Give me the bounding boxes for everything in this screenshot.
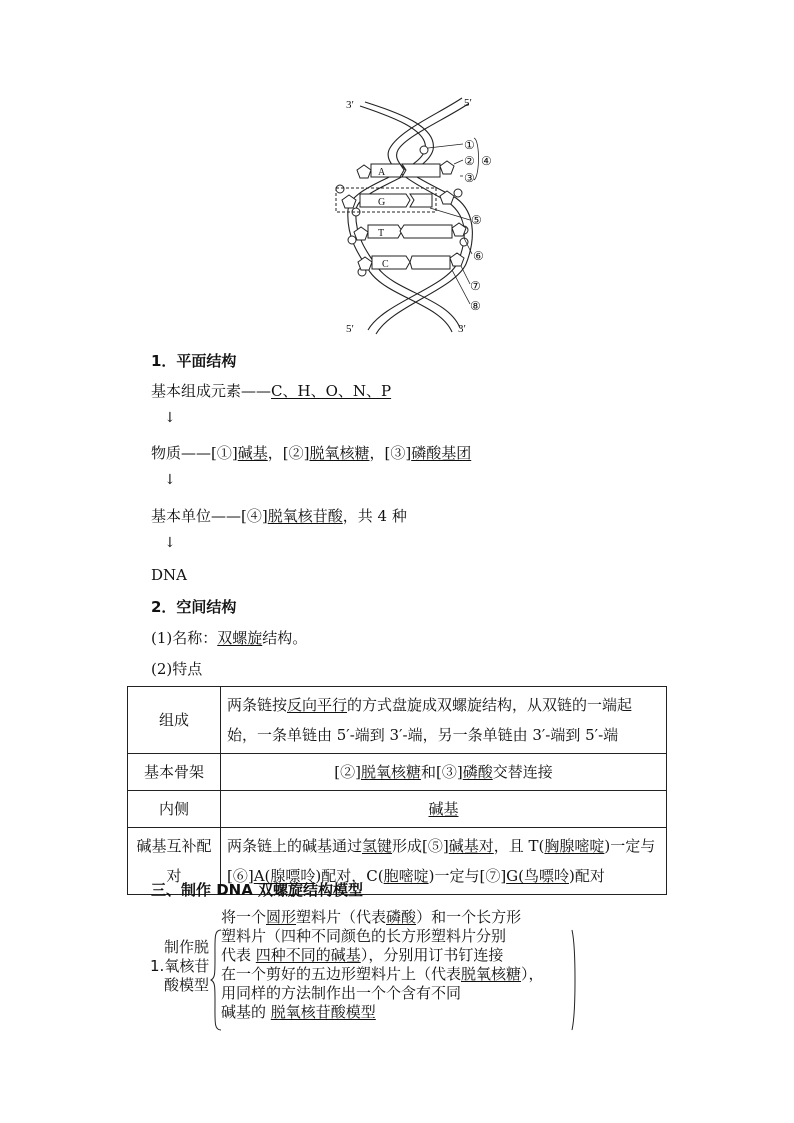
model-answer: 脱氧核糖: [461, 965, 522, 983]
model-step-line4: [221, 963, 544, 984]
elements-value: C、H、O、N、P: [271, 382, 392, 400]
name-prefix: (1)名称：: [151, 629, 218, 647]
cell-answer: 反向平行: [287, 696, 348, 714]
model-step-line6: [221, 1001, 376, 1022]
model-answer: 圆形: [266, 908, 297, 926]
unit-label: 基本单位——[④]: [151, 507, 268, 525]
model-step-line1: [221, 906, 521, 927]
marker-1: ①: [464, 138, 475, 152]
cell-text: )配对，C(: [315, 867, 384, 885]
deoxyribose-pentagon: [358, 257, 372, 270]
cell-answer: A(腺嘌呤: [253, 867, 316, 885]
table-row: [128, 687, 667, 754]
cell-answer: 胞嘧啶: [383, 867, 429, 885]
cell-answer: 氢键: [362, 837, 393, 855]
cell-text: 形成[⑤]: [392, 837, 449, 855]
deoxyribose-pentagon: [342, 195, 356, 208]
model-text: 代表: [221, 946, 252, 964]
model-step-line3: [221, 944, 503, 965]
base-g-partner: [410, 194, 432, 207]
section1-heading: 1．平面结构: [151, 352, 237, 370]
model-step-line2: 塑料片（四种不同颜色的长方形塑料片分别: [221, 927, 507, 945]
cell-text: 的方式盘旋成双螺旋结构，从双链的一端起始，一条单链由 5′-端到 3′-端，另一条单链由 3′-端到 5′-端: [227, 696, 633, 744]
backbone-cell: [221, 754, 667, 791]
strand-end-top-left: 3′: [346, 99, 354, 111]
down-arrow-icon: ↓: [164, 535, 176, 551]
marker-5: ⑤: [471, 213, 482, 227]
unit-value: 脱氧核苷酸: [267, 507, 343, 525]
model-step-line5: 用同样的方法制作出一个个含有不同: [221, 984, 462, 1002]
name-line: [151, 627, 307, 648]
table-row: [128, 754, 667, 791]
substance-label: 物质——[①]: [151, 444, 238, 462]
model-answer: 四种不同的碱基: [255, 946, 361, 964]
unit-suffix: ，共 4 种: [342, 507, 407, 525]
substance-sep2: ，[③]: [369, 444, 412, 462]
cell-text: [②]: [334, 763, 361, 781]
model-text: ），: [521, 965, 544, 983]
deoxyribose-pentagon: [440, 161, 454, 174]
cell-text: )配对: [569, 867, 605, 885]
section3-heading: 三、制作 DNA 双螺旋结构模型: [151, 881, 364, 899]
right-bracket: [570, 928, 580, 1032]
name-suffix: 结构。: [262, 629, 308, 647]
base-c-block: [372, 256, 410, 269]
cell-answer: G(鸟嘌呤: [506, 867, 570, 885]
backbone-strand-left-inner: [356, 102, 460, 328]
cell-answer: 碱基对: [448, 837, 494, 855]
base-a-block: [371, 164, 404, 177]
deoxyribose-pentagon: [450, 253, 464, 266]
model-text: ）和一个长方形: [416, 908, 522, 926]
cell-answer: 脱氧核糖: [360, 763, 421, 781]
model-title-line3: 酸模型: [164, 976, 210, 994]
name-value: 双螺旋: [217, 629, 263, 647]
cell-text: 两条链按: [227, 696, 288, 714]
phosphate-term: 磷酸基团: [411, 444, 472, 462]
row-header-backbone: 基本骨架: [128, 754, 221, 791]
substance-line: [151, 442, 471, 463]
model-answer: 脱氧核苷酸模型: [270, 1003, 376, 1021]
section2-heading: 2．空间结构: [151, 598, 237, 616]
marker-7: ⑦: [470, 279, 481, 293]
model-title-text: 氧核苷: [164, 957, 210, 975]
phosphate-circle: [348, 236, 356, 244]
deoxyribose-pentagon: [354, 227, 368, 240]
marker-8: ⑧: [470, 299, 481, 313]
dna-label: DNA: [151, 566, 187, 584]
model-title-line2: [150, 955, 209, 976]
sugar-term: 脱氧核糖: [309, 444, 370, 462]
base-label-a: A: [378, 167, 386, 178]
deoxyribose-pentagon: [440, 191, 454, 204]
backbone-strand-right-inner: [376, 104, 472, 334]
model-answer: 磷酸: [386, 908, 417, 926]
strand-end-bottom-right: 3′: [458, 323, 466, 335]
unit-line: [151, 505, 407, 526]
inner-cell: [221, 791, 667, 828]
backbone-strand-left: [348, 106, 452, 332]
marker-3: ③: [464, 171, 475, 185]
base-t-block: [368, 225, 402, 238]
model-text: ），分别用订书钉连接: [360, 946, 504, 964]
marker-2: ②: [464, 154, 475, 168]
model-text: 塑料片（代表: [296, 908, 387, 926]
feature-label: (2)特点: [151, 660, 203, 678]
composition-cell: [221, 687, 667, 754]
base-label-g: G: [378, 197, 386, 208]
base-c-partner: [410, 256, 450, 269]
row-header-pairing: 碱基互补配对: [128, 828, 221, 895]
marker-6: ⑥: [473, 249, 484, 263]
deoxyribose-pentagon: [357, 165, 371, 178]
model-text: 在一个剪好的五边形塑料片上（代表: [221, 965, 462, 983]
base-a-partner: [402, 164, 440, 177]
base-label-c: C: [382, 259, 389, 270]
phosphate-circle: [460, 238, 468, 246]
row-header-inner: 内侧: [128, 791, 221, 828]
phosphate-circle: [454, 189, 462, 197]
cell-text: 两条链上的碱基通过: [227, 837, 363, 855]
cell-text: )一定与[⑦]: [428, 867, 507, 885]
table-row: [128, 791, 667, 828]
base-label-t: T: [378, 228, 385, 239]
cell-text: ，且 T(: [493, 837, 545, 855]
model-text: 碱基的: [221, 1003, 267, 1021]
model-number: 1.: [150, 957, 165, 975]
dna-structure-diagram: [330, 92, 500, 340]
phosphate-circle: [336, 185, 344, 193]
row-header-composition: 组成: [128, 687, 221, 754]
cell-text: 交替连接: [492, 763, 553, 781]
down-arrow-icon: ↓: [164, 410, 176, 426]
down-arrow-icon: ↓: [164, 472, 176, 488]
cell-text: )一定与[⑥]: [227, 837, 656, 885]
strand-end-top-right: 5′: [464, 97, 472, 109]
substance-sep1: ，[②]: [267, 444, 310, 462]
cell-answer: 胸腺嘧啶: [544, 837, 605, 855]
elements-line: [151, 380, 391, 401]
cell-answer: 磷酸: [462, 763, 493, 781]
model-text: 将一个: [221, 908, 267, 926]
feature-table: [127, 686, 667, 895]
base-term: 碱基: [237, 444, 268, 462]
strand-end-bottom-left: 5′: [346, 323, 354, 335]
cell-answer: 碱基: [428, 800, 459, 818]
phosphate-circle: [420, 146, 428, 154]
cell-text: 和[③]: [420, 763, 463, 781]
elements-label: 基本组成元素——: [151, 382, 272, 400]
model-title-line1: 制作脱: [164, 938, 210, 956]
base-t-partner: [400, 225, 452, 238]
marker-4: ④: [481, 154, 492, 168]
